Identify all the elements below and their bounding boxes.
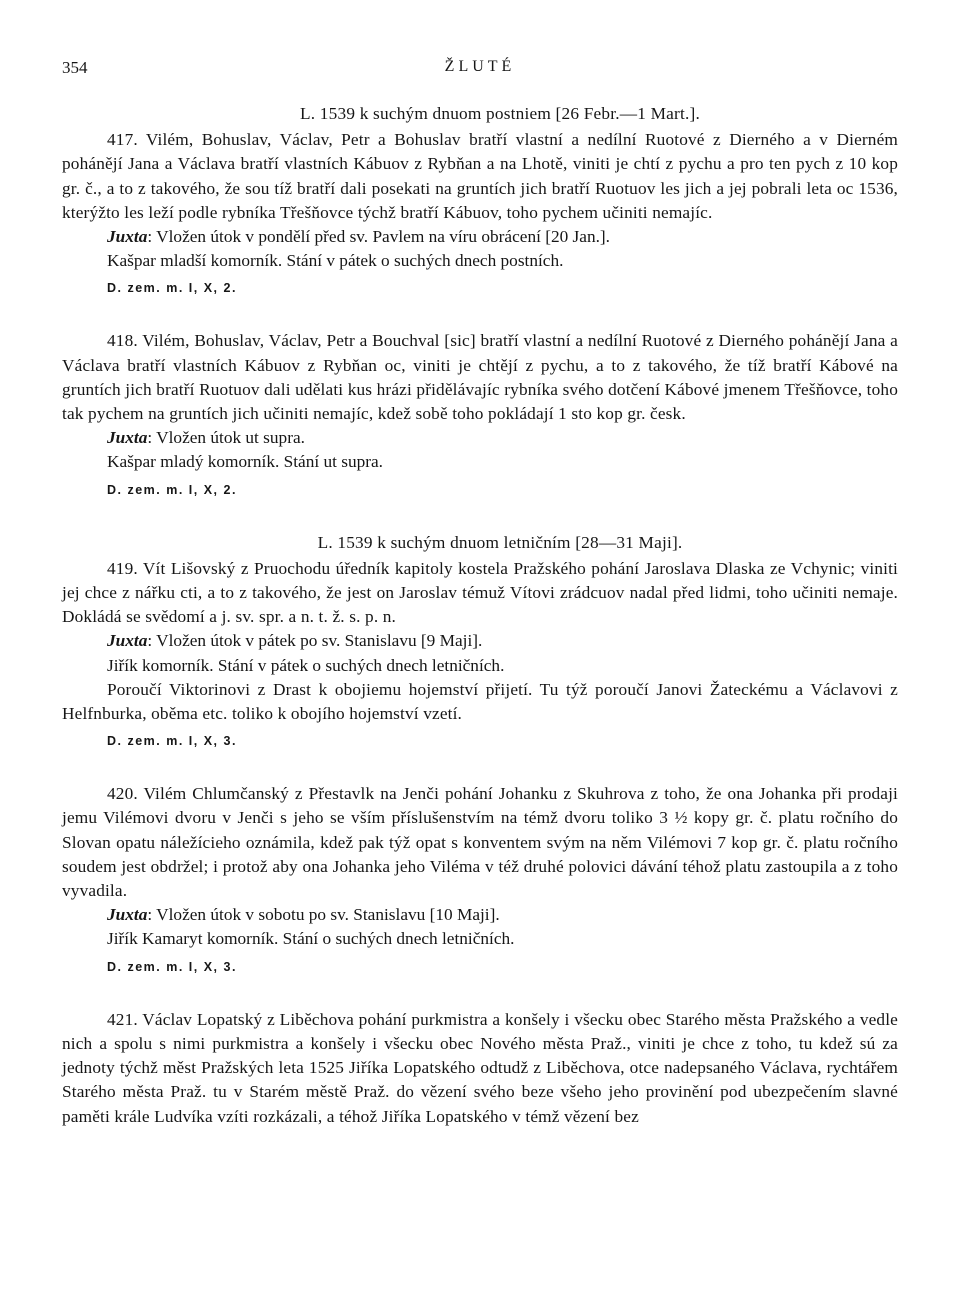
page-content: [62, 102, 898, 1129]
session-heading: L. 1539 k suchým dnuom letničním [28—31 Maji].: [317, 532, 683, 552]
juxta-label: Juxta: [107, 227, 148, 247]
entry-text: 420. Vilém Chlumčanský z Přestavlk na Jenči pohání Johanku z Skuhrova z toho, že ona Johanka při prodaji jemu Vilémovi dvoru v Jenči s jeho se vším příslušenstvím na témž dvoru toliko 3 ½ kopy gr. č. platu ročního do Slovan opatu náležícieho oznámila, kdež pak týž opat s konventem svým na něm Vilémovi 7 kop gr. č. platu ročního soudem jest obdržel; i protož aby ona Johanka jeho Viléma v též druhé polovici dávání téhož platu zastoupila a z toho vyvadila.: [62, 784, 898, 901]
entry-420: [62, 782, 898, 977]
entry-421: [62, 1008, 898, 1129]
entry-text: 419. Vít Lišovský z Pruochodu úředník kapitoly kostela Pražského pohání Jaroslava Dlaska ze Vchynic; viniti jej chce z nářku cti, a to z takového, že jest on Jaroslav témuž Vítovi zrádcuov nadal před lidmi, toho učiniti nemaje. Dokládá se svědomí a j. sv. spr. a n. t. ž. s. p. n.: [62, 558, 898, 627]
entry-419: [62, 557, 898, 752]
entry-418: [62, 329, 898, 500]
running-head: ŽLUTÉ: [444, 58, 516, 75]
juxta-text: : Vložen útok ut supra.: [147, 428, 305, 448]
juxta-text: : Vložen útok v pátek po sv. Stanislavu [9 Maji].: [147, 631, 483, 651]
source-reference: D. zem. m. I, X, 3.: [107, 734, 237, 749]
source-reference: D. zem. m. I, X, 2.: [107, 281, 237, 296]
summons-line: Kašpar mladší komorník. Stání v pátek o suchých dnech postních.: [107, 251, 564, 271]
entry-417: [62, 128, 898, 299]
entry-text: 421. Václav Lopatský z Liběchova pohání purkmistra a konšely i všecku obec Starého města Pražského a vedle nich a spolu s nimi purkmistra a konšely i všecku obec Nového města Praž., viniti je chce z toho, tu kdež sú za jednoty týchž měst Pražských leta 1525 Jiříka Lopatského odtudž z Liběchova, otce nadepsaného Václava, rychtářem Starého města Praž. tu v Starém městě Praž. do vězení svého beze všeho jeho provinění pod ubezpečením slavné paměti krále Ludvíka vzíti rozkázali, a téhož Jiříka Lopatského v témž vězení bez: [62, 1009, 898, 1126]
juxta-line: [62, 225, 898, 249]
juxta-label: Juxta: [107, 428, 148, 448]
juxta-text: : Vložen útok v sobotu po sv. Stanislavu [10 Maji].: [147, 905, 500, 925]
source-reference: D. zem. m. I, X, 2.: [107, 482, 237, 497]
entry-text: 417. Vilém, Bohuslav, Václav, Petr a Bohuslav bratří vlastní a nedílní Ruotové z Dierného a v Dierném pohánějí Jana a Václava bratří vlastních Kábuov z Rybňan a na Lhotě, viniti je chtí z pychu a pro ten pych z 10 kop gr. č., a to z takového, že sou tíž bratří dali posekati na gruntích jich bratří Ruotuov les jich a jej pobrali leta oc 1536, kterýžto les leží podle rybníka Třešňovce týchž bratří Kábuov, toho pychem učiniti nemajíc.: [62, 130, 898, 222]
summons-line: Kašpar mladý komorník. Stání ut supra.: [107, 452, 383, 472]
juxta-label: Juxta: [107, 905, 148, 925]
juxta-label: Juxta: [107, 631, 148, 651]
entry-note: Poroučí Viktorinovi z Drast k obojiemu hojemství přijetí. Tu týž poroučí Janovi Žateckému a Václavovi z Helfnburka, oběma etc. toliko k obojího hojemství vzetí.: [62, 679, 898, 724]
juxta-line: [62, 426, 898, 450]
juxta-line: [62, 903, 898, 927]
entry-text: 418. Vilém, Bohuslav, Václav, Petr a Bouchval [sic] bratří vlastní a nedílní Ruotové z Dierného pohánějí Jana a Václava bratří vlastních Kábuov z Rybňan oc, viniti je chtějí z pychu, a to z takového, že tíž bratří Kábové na gruntích jich bratří Ruotuov dali udělati kus hrázi přidělávajíc rybníka svého dotčení Kábové jmenem Třešňovce, toho tak pychem na gruntích jich učiniti nemajíc, kdež sobě toho pokládají 1 sto kop gr. česk.: [62, 331, 898, 424]
summons-line: Jiřík Kamaryt komorník. Stání o suchých dnech letničních.: [107, 929, 515, 949]
juxta-text: : Vložen útok v pondělí před sv. Pavlem na víru obrácení [20 Jan.].: [147, 227, 610, 247]
source-reference: D. zem. m. I, X, 3.: [107, 959, 237, 974]
summons-line: Jiřík komorník. Stání v pátek o suchých dnech letničních.: [107, 655, 505, 675]
session-heading: L. 1539 k suchým dnuom postniem [26 Febr.—1 Mart.].: [300, 104, 700, 123]
page-number: 354: [62, 58, 88, 77]
juxta-line: [62, 629, 898, 653]
